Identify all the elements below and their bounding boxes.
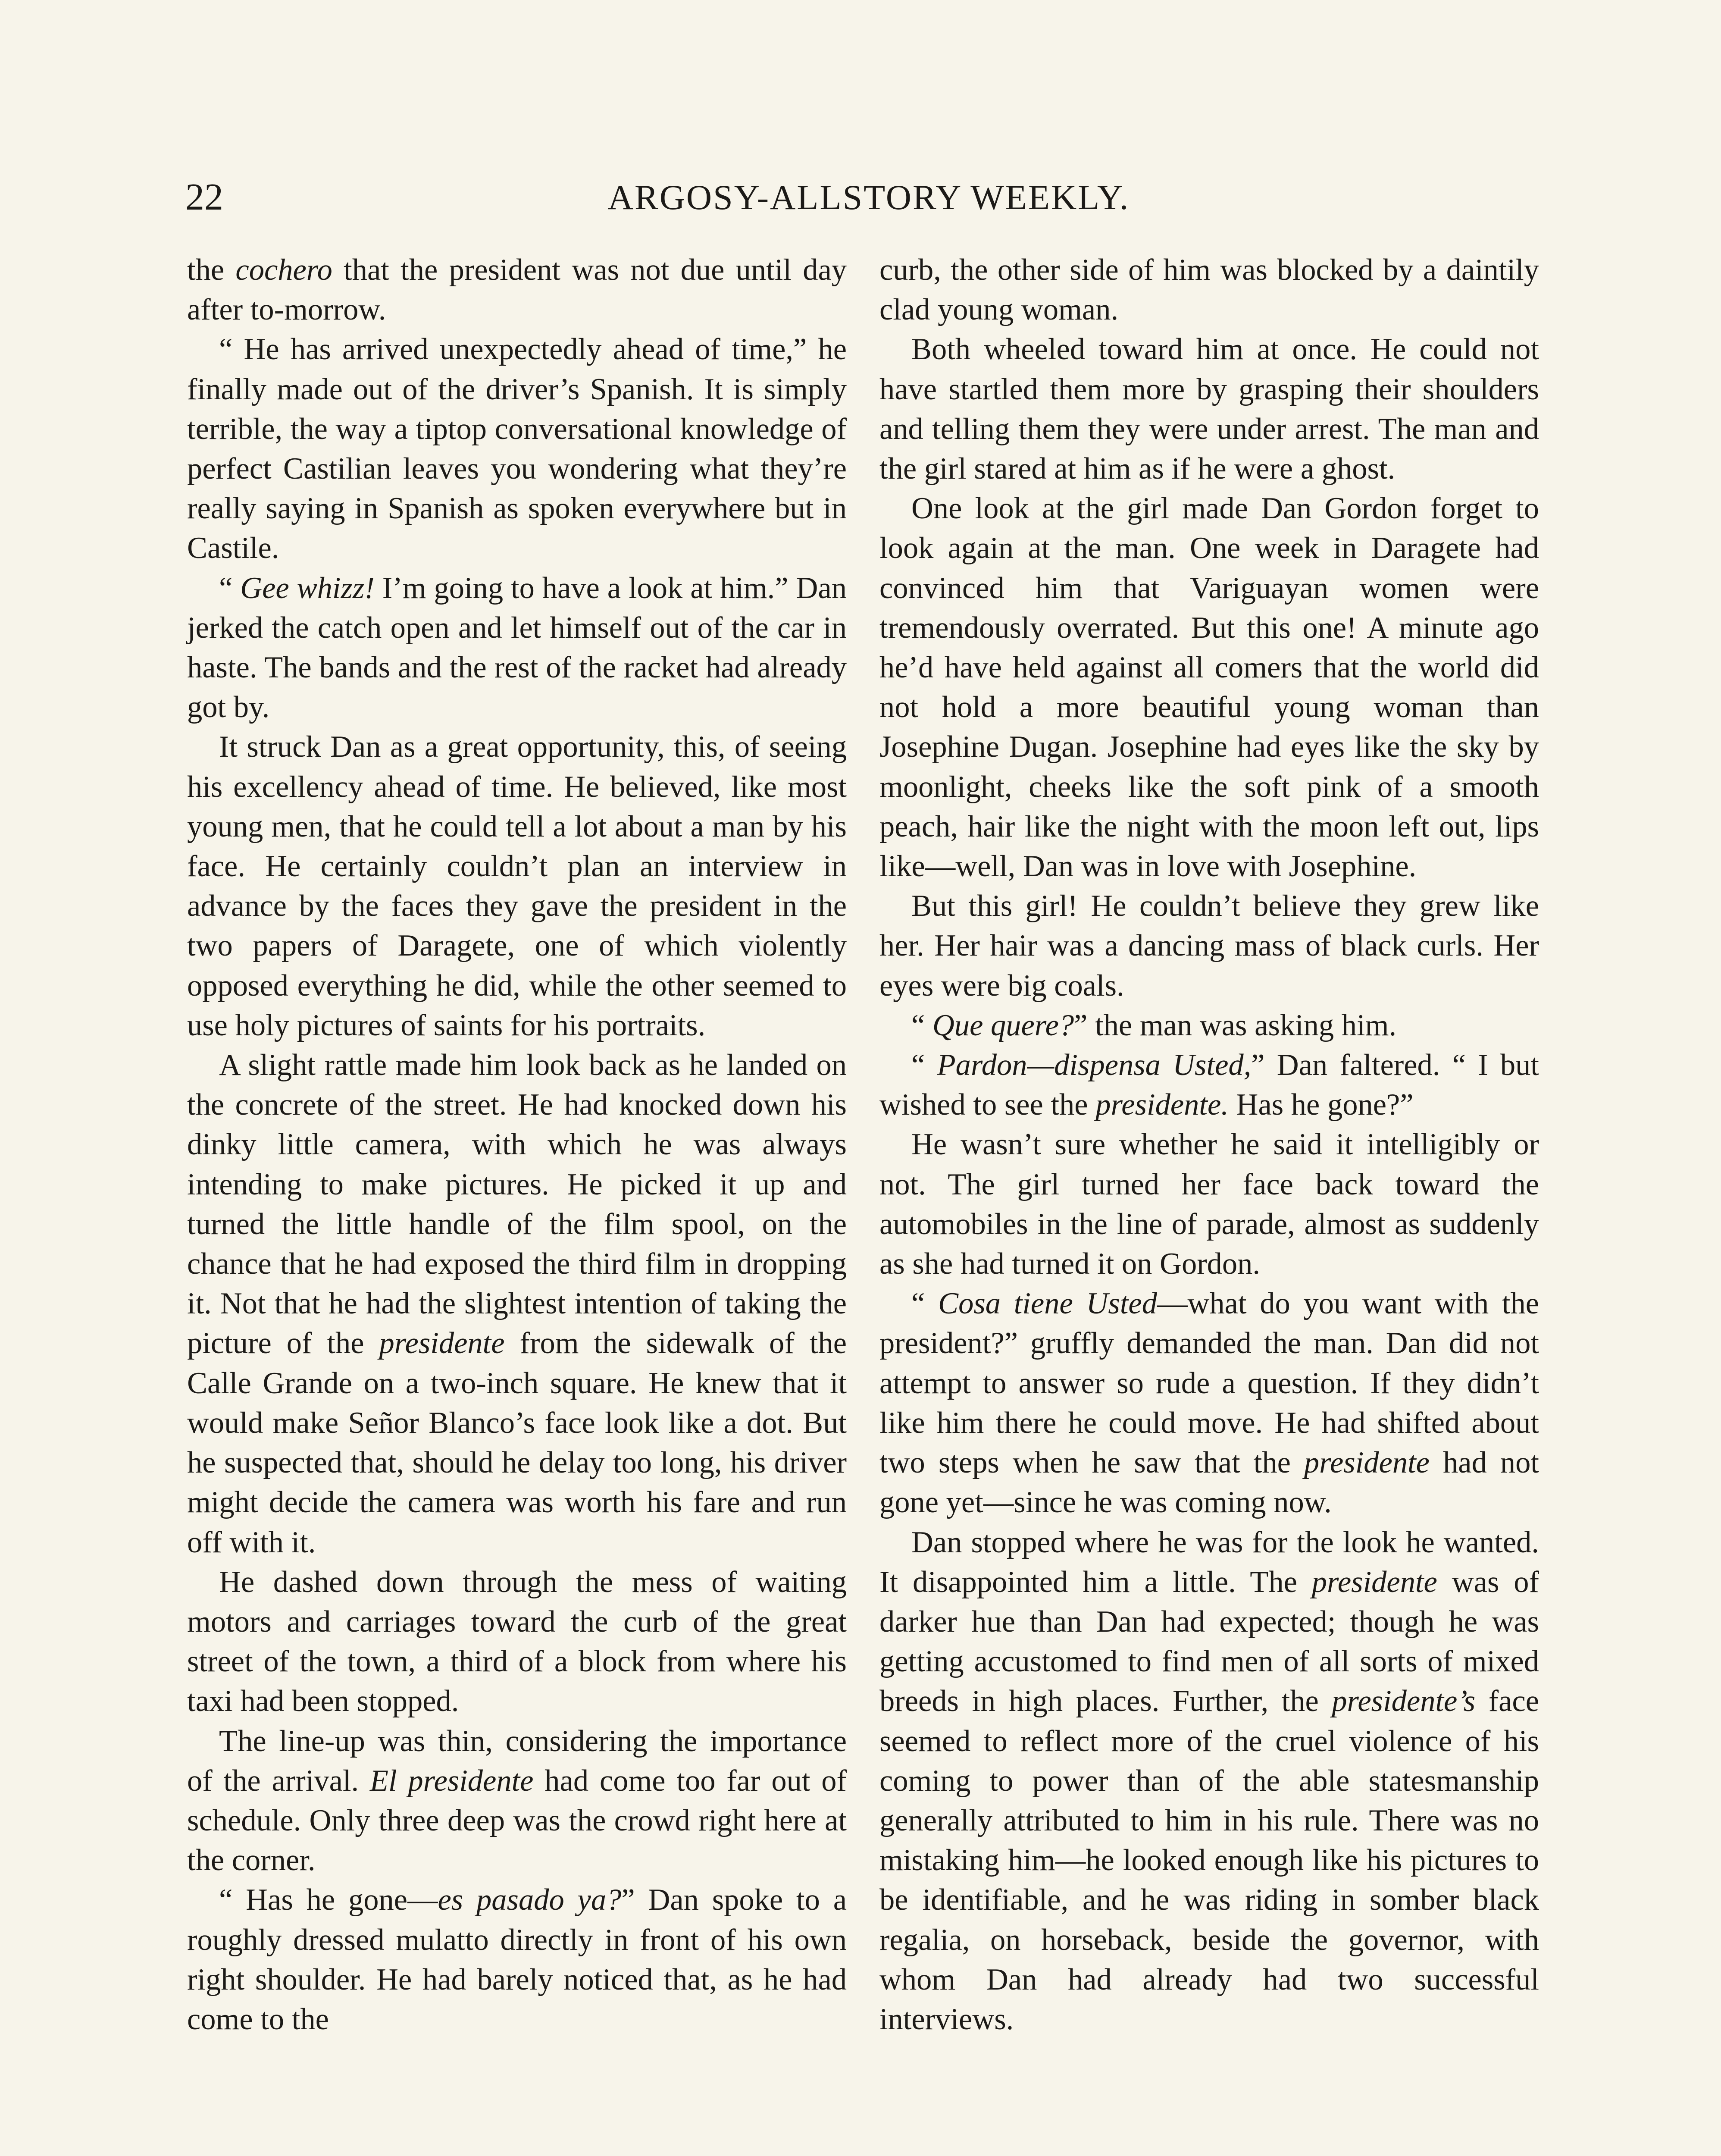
text-run: the (187, 253, 236, 287)
paragraph (187, 250, 847, 329)
text-run: had not gone yet—since he was coming now. (879, 1446, 1539, 1520)
text-run: —what do you want with the president?” gruffly demanded the man. Dan did not attempt to answer so rude a question. If they didn’t like him there he could move. He had shifted about two steps when he saw that the (879, 1287, 1539, 1480)
italic-phrase: presidente (1311, 1565, 1437, 1599)
text-run: He dashed down through the mess of waiting motors and carriages toward the curb of the great street of the town, a third of a block from where his taxi had been stopped. (187, 1565, 847, 1718)
page-header (185, 172, 1552, 223)
paragraph (187, 1721, 847, 1880)
paragraph (187, 1880, 847, 2039)
italic-phrase: Cosa tiene Usted (938, 1287, 1157, 1321)
text-run: had come too far out of schedule. Only three deep was the crowd right here at the corner. (187, 1764, 847, 1877)
paragraph (879, 250, 1539, 329)
italic-phrase: Que quere? (932, 1008, 1074, 1042)
right-text-column (879, 250, 1539, 2039)
text-run: ” the man was asking him. (1074, 1008, 1397, 1042)
italic-phrase: El presidente (369, 1764, 534, 1798)
paragraph (879, 1125, 1539, 1284)
text-run: ” Dan faltered. “ I but wished to see the (879, 1048, 1540, 1122)
text-run: I’m going to have a look at him.” Dan jerked the catch open and let himself out of the car in haste. The bands and the rest of the racket had already got by. (187, 571, 847, 724)
italic-phrase: presidente. (1095, 1088, 1229, 1122)
italic-phrase: presidente (379, 1326, 505, 1360)
text-run: He wasn’t sure whether he said it intelligibly or not. The girl turned her face back toward the automobiles in the line of parade, almost as suddenly as she had turned it on Gordon. (879, 1128, 1539, 1281)
paragraph (879, 1006, 1539, 1045)
text-run: The line-up was thin, considering the importance of the arrival. (187, 1724, 847, 1798)
paragraph (187, 568, 847, 727)
paragraph (187, 727, 847, 1045)
italic-phrase: Pardon—dispensa Usted, (937, 1048, 1252, 1082)
italic-phrase: cochero (235, 253, 332, 287)
text-run: “ (911, 1287, 939, 1321)
text-run: ” Dan spoke to a roughly dressed mulatto directly in front of his own right shoulder. He had barely noticed that, as he had come to the (187, 1883, 847, 2036)
text-run: that the president was not due until day after to-morrow. (187, 253, 847, 327)
text-run: curb, the other side of him was blocked by a daintily clad young woman. (879, 253, 1539, 327)
text-run: “ (911, 1048, 937, 1082)
text-run: Has he gone?” (1228, 1088, 1414, 1122)
text-run: One look at the girl made Dan Gordon forget to look again at the man. One week in Daragete had convinced him that Variguayan women were tremendously overrated. But this one! A minute ago he’d have held against all comers that the world did not hold a more beautiful young woman than Josephine Dugan. Josephine had eyes like the sky by moonlight, cheeks like the soft pink of a smooth peach, hair like the night with the moon left out, lips like—well, Dan was in love with Josephine. (879, 492, 1539, 884)
left-text-column (187, 250, 847, 2039)
italic-phrase: presidente (1304, 1446, 1430, 1480)
text-run: It struck Dan as a great opportunity, this, of seeing his excellency ahead of time. He believed, like most young men, that he could tell a lot about a man by his face. He certainly couldn’t plan an interview in advance by the faces they gave the president in the two papers of Daragete, one of which violently opposed everything he did, while the other seemed to use holy pictures of saints for his portraits. (187, 730, 847, 1042)
paragraph (187, 329, 847, 568)
text-run: from the sidewalk of the Calle Grande on a two-inch square. He knew that it would make Señor Blanco’s face look like a dot. But he suspected that, should he delay too long, his driver might decide the camera was worth his fare and run off with it. (187, 1326, 847, 1559)
text-run: “ Has he gone— (219, 1883, 438, 1917)
paragraph (879, 1284, 1539, 1522)
paragraph (879, 886, 1539, 1006)
paragraph (879, 489, 1539, 886)
paragraph (187, 1045, 847, 1562)
paragraph (879, 329, 1539, 489)
text-run: was of darker hue than Dan had expected; though he was getting accustomed to find men of all sorts of mixed breeds in high places. Further, the (879, 1565, 1539, 1718)
text-run: Dan stopped where he was for the look he wanted. It disappointed him a little. The (879, 1525, 1539, 1599)
page-number: 22 (185, 176, 223, 218)
text-run: “ (911, 1008, 932, 1042)
paragraph (879, 1045, 1539, 1125)
running-head: ARGOSY-ALLSTORY WEEKLY. (607, 178, 1130, 217)
text-run: “ He has arrived unexpectedly ahead of time,” he finally made out of the driver’s Spanish. It is simply terrible, the way a tiptop conversational knowledge of perfect Castilian leaves you wondering what they’re really saying in Spanish as spoken everywhere but in Castile. (187, 332, 847, 565)
text-run: “ (219, 571, 241, 605)
text-run: face seemed to reflect more of the cruel violence of his coming to power than of the able statesmanship generally attributed to him in his rule. There was no mistaking him—he looked enough like his pictures to be identifiable, and he was riding in somber black regalia, on horseback, beside the governor, with whom Dan had already had two successful interviews. (879, 1684, 1539, 2036)
text-run: A slight rattle made him look back as he landed on the concrete of the street. He had knocked down his dinky little camera, with which he was always intending to make pictures. He picked it up and turned the little handle of the film spool, on the chance that he had exposed the third film in dropping it. Not that he had the slightest intention of taking the picture of the (187, 1048, 847, 1360)
text-run: But this girl! He couldn’t believe they grew like her. Her hair was a dancing mass of black curls. Her eyes were big coals. (879, 889, 1539, 1003)
paragraph (187, 1562, 847, 1721)
italic-phrase: Gee whizz! (240, 571, 375, 605)
paragraph (879, 1523, 1539, 2040)
italic-phrase: es pasado ya? (438, 1883, 622, 1917)
italic-phrase: presidente’s (1332, 1684, 1476, 1718)
text-run: Both wheeled toward him at once. He could not have startled them more by grasping their shoulders and telling them they were under arrest. The man and the girl stared at him as if he were a ghost. (879, 332, 1539, 486)
